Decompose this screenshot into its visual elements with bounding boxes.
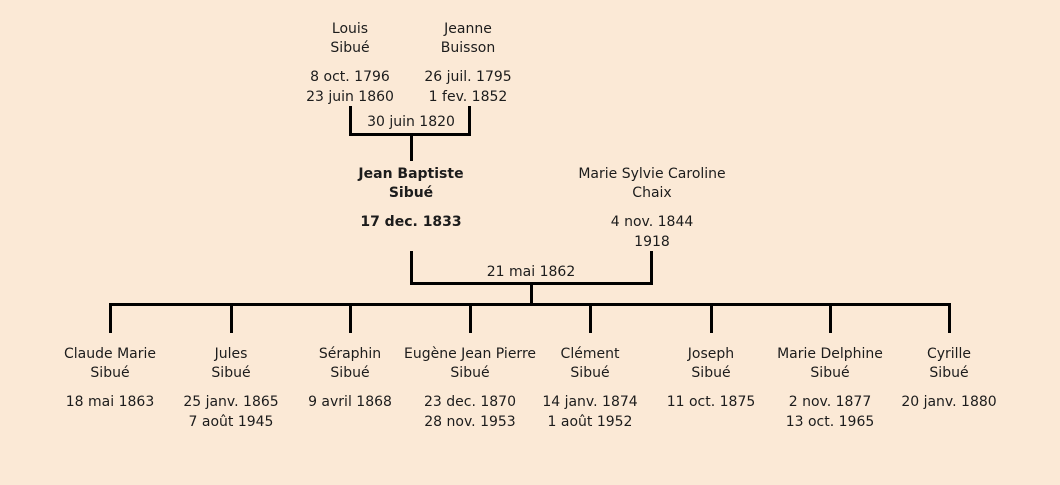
child-drop-line — [230, 305, 233, 333]
person-last-name: Sibué — [330, 365, 370, 381]
gen1-descent-line — [410, 135, 413, 161]
person-last-name: Chaix — [632, 185, 672, 201]
sibling-bar-line — [109, 303, 951, 306]
person-first-name: Eugène Jean Pierre — [403, 346, 537, 362]
person-card-gen2-mother — [578, 165, 725, 252]
child-drop-line — [469, 305, 472, 333]
person-last-name: Sibué — [211, 365, 251, 381]
child-drop-line — [948, 305, 951, 333]
person-card-child-cyrille — [901, 345, 996, 412]
person-last-name: Buisson — [440, 40, 496, 56]
gen1-marriage-bracket-right-line — [468, 106, 471, 135]
birth-date: 25 janv. 1865 — [183, 394, 279, 410]
birth-date: 18 mai 1863 — [65, 394, 155, 410]
person-last-name: Sibué — [388, 185, 434, 201]
birth-date: 4 nov. 1844 — [610, 214, 694, 230]
birth-date: 14 janv. 1874 — [542, 394, 638, 410]
person-first-name: Louis — [331, 21, 369, 37]
birth-date: 8 oct. 1796 — [310, 69, 390, 85]
person-card-gen1-mother — [424, 20, 511, 107]
person-first-name: Séraphin — [318, 346, 382, 362]
birth-date: 11 oct. 1875 — [666, 394, 756, 410]
person-card-child-claude-marie — [64, 345, 156, 412]
person-first-name: Claude Marie — [64, 346, 156, 362]
death-date: 1918 — [634, 234, 670, 250]
person-card-gen1-father — [306, 20, 394, 107]
birth-date: 23 dec. 1870 — [423, 394, 516, 410]
birth-date: 17 dec. 1833 — [360, 214, 462, 230]
person-first-name: Marie Sylvie Caroline — [578, 166, 726, 182]
gen2-marriage-date-label: 21 mai 1862 — [486, 264, 576, 280]
child-drop-line — [589, 305, 592, 333]
person-first-name: Cyrille — [926, 346, 972, 362]
child-drop-line — [349, 305, 352, 333]
person-first-name: Jules — [214, 346, 248, 362]
birth-date: 9 avril 1868 — [308, 394, 392, 410]
person-card-child-joseph — [667, 345, 756, 412]
person-first-name: Clément — [560, 346, 620, 362]
child-drop-line — [109, 305, 112, 333]
death-date: 1 août 1952 — [547, 414, 633, 430]
person-first-name: Jean Baptiste — [358, 166, 464, 182]
person-last-name: Sibué — [929, 365, 969, 381]
person-last-name: Sibué — [570, 365, 610, 381]
gen1-marriage-date-label: 30 juin 1820 — [367, 114, 455, 130]
person-card-child-marie-delphine — [777, 345, 883, 432]
person-last-name: Sibué — [90, 365, 130, 381]
person-card-gen2-father — [358, 165, 463, 232]
birth-date: 26 juil. 1795 — [424, 69, 512, 85]
person-last-name: Sibué — [810, 365, 850, 381]
death-date: 1 fev. 1852 — [428, 89, 508, 105]
death-date: 23 juin 1860 — [306, 89, 394, 105]
person-card-child-eugene-jean-pierre — [404, 345, 536, 432]
person-card-child-seraphin — [308, 345, 392, 412]
person-card-child-jules — [183, 345, 278, 432]
person-card-child-clement — [542, 345, 637, 432]
gen2-descent-line — [530, 284, 533, 305]
person-last-name: Sibué — [330, 40, 370, 56]
gen2-marriage-bracket-right-line — [650, 251, 653, 283]
person-first-name: Jeanne — [444, 21, 492, 37]
person-last-name: Sibué — [691, 365, 731, 381]
person-first-name: Joseph — [687, 346, 735, 362]
person-first-name: Marie Delphine — [777, 346, 883, 362]
gen1-marriage-bracket-left-line — [349, 106, 352, 135]
death-date: 7 août 1945 — [188, 414, 274, 430]
birth-date: 2 nov. 1877 — [788, 394, 872, 410]
birth-date: 20 janv. 1880 — [901, 394, 997, 410]
death-date: 28 nov. 1953 — [424, 414, 516, 430]
person-last-name: Sibué — [450, 365, 490, 381]
death-date: 13 oct. 1965 — [785, 414, 875, 430]
child-drop-line — [829, 305, 832, 333]
child-drop-line — [710, 305, 713, 333]
gen2-marriage-bracket-left-line — [410, 251, 413, 283]
